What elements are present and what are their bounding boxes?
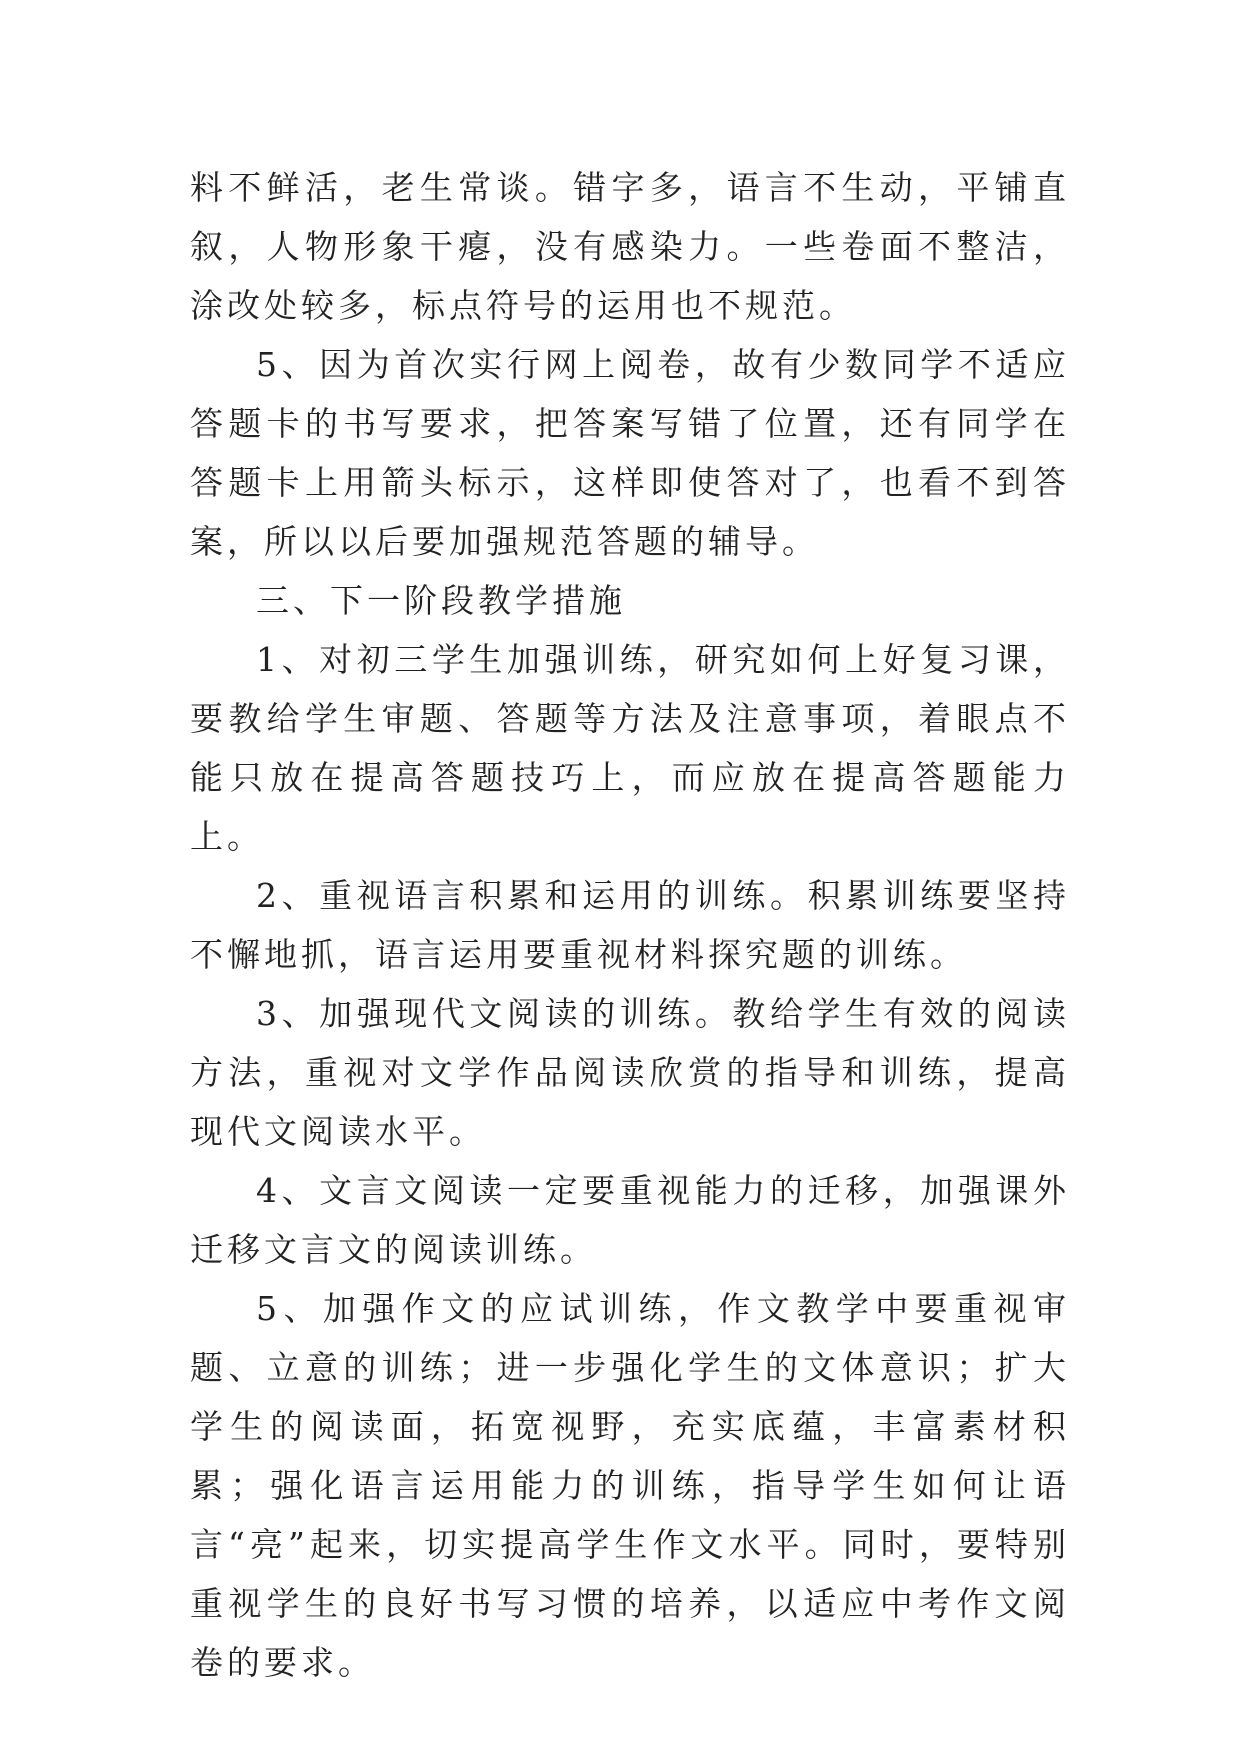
document-page [190, 158, 1070, 1692]
paragraph-continued: 料不鲜活，老生常谈。错字多，语言不生动，平铺直叙，人物形象干瘪，没有感染力。一些卷面不整洁，涂改处较多，标点符号的运用也不规范。 [190, 168, 1070, 325]
paragraph-measure-3: 3、加强现代文阅读的训练。教给学生有效的阅读方法，重视对文学作品阅读欣赏的指导和训练，提高现代文阅读水平。 [190, 994, 1070, 1151]
paragraph-measure-1: 1、对初三学生加强训练，研究如何上好复习课，要教给学生审题、答题等方法及注意事项，着眼点不能只放在提高答题技巧上，而应放在提高答题能力上。 [190, 640, 1070, 856]
paragraph-measure-4: 4、文言文阅读一定要重视能力的迁移，加强课外迁移文言文的阅读训练。 [190, 1171, 1070, 1269]
paragraph-item-5-online-marking: 5、因为首次实行网上阅卷，故有少数同学不适应答题卡的书写要求，把答案写错了位置，还有同学在答题卡上用箭头标示，这样即使答对了，也看不到答案，所以以后要加强规范答题的辅导。 [190, 345, 1070, 561]
section-heading-next-stage: 三、下一阶段教学措施 [256, 581, 626, 620]
paragraph-measure-2: 2、重视语言积累和运用的训练。积累训练要坚持不懈地抓，语言运用要重视材料探究题的训练。 [190, 876, 1070, 974]
paragraph-measure-5: 5、加强作文的应试训练，作文教学中要重视审题、立意的训练；进一步强化学生的文体意识；扩大学生的阅读面，拓宽视野，充实底蕴，丰富素材积累；强化语言运用能力的训练，指导学生如何让语言“亮”起来，切实提高学生作文水平。同时，要特别重视学生的良好书写习惯的培养，以适应中考作文阅卷的要求。 [190, 1289, 1070, 1682]
